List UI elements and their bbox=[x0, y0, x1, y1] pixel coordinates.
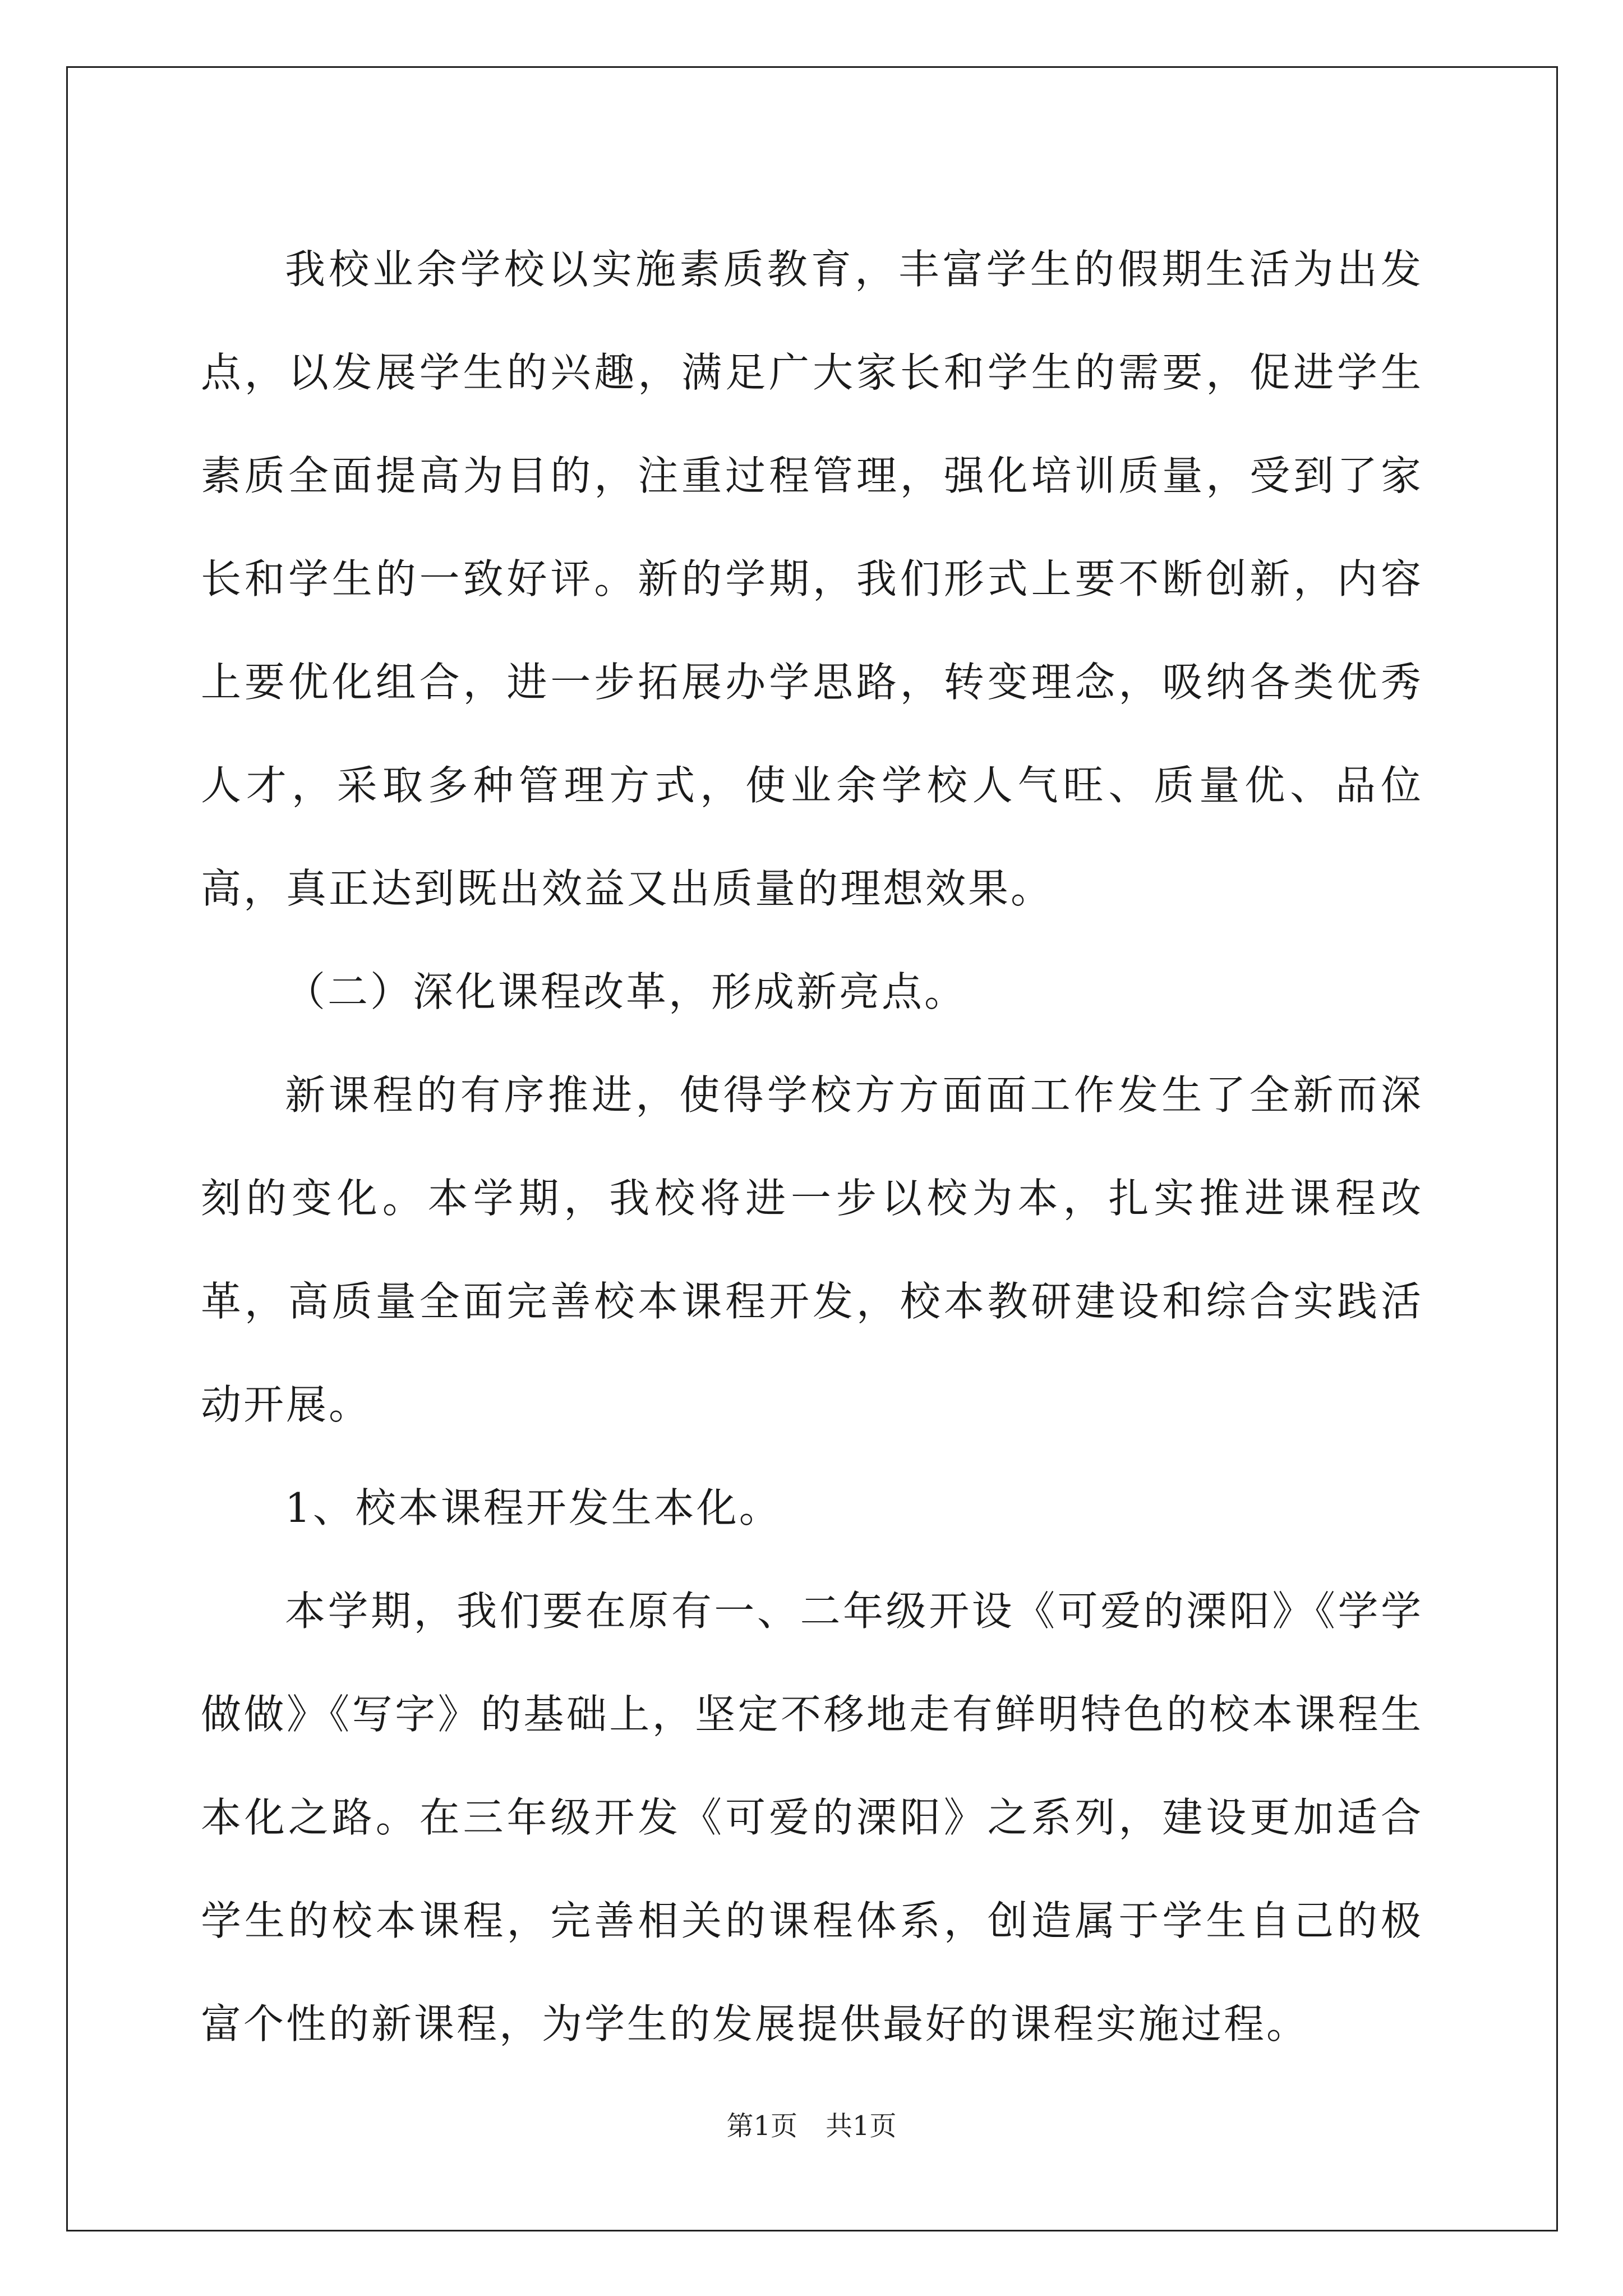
section-heading-curriculum-reform: （二）深化课程改革，形成新亮点。 bbox=[285, 968, 967, 1015]
paragraph-school-curriculum: 本学期，我们要在原有一、二年级开设《可爱的溧阳》《学学做做》《写字》的基础上，坚定不移地走有鲜明特色的校本课程生本化之路。在三年级开发《可爱的溧阳》之系列，建设更加适合学生的校本课程，完善相关的课程体系，创造属于学生自己的极富个性的新课程，为学生的发展提供最好的课程实施过程。 bbox=[201, 1588, 1423, 2047]
document-body bbox=[201, 218, 1423, 2076]
subheading-school-curriculum: 1、校本课程开发生本化。 bbox=[285, 1484, 782, 1531]
paragraph-intro: 我校业余学校以实施素质教育，丰富学生的假期生活为出发点，以发展学生的兴趣，满足广大家长和学生的需要，促进学生素质全面提高为目的，注重过程管理，强化培训质量，受到了家长和学生的一致好评。新的学期，我们形式上要不断创新，内容上要优化组合，进一步拓展办学思路，转变理念，吸纳各类优秀人才，采取多种管理方式，使业余学校人气旺、质量优、品位高，真正达到既出效益又出质量的理想效果。 bbox=[201, 246, 1423, 912]
paragraph-curriculum-reform: 新课程的有序推进，使得学校方方面面工作发生了全新而深刻的变化。本学期，我校将进一步以校为本，扎实推进课程改革，高质量全面完善校本课程开发，校本教研建设和综合实践活动开展。 bbox=[201, 1071, 1423, 1428]
page-footer bbox=[0, 2109, 1623, 2143]
page-number: 第1页 bbox=[726, 2110, 797, 2142]
total-pages: 共1页 bbox=[826, 2110, 897, 2142]
